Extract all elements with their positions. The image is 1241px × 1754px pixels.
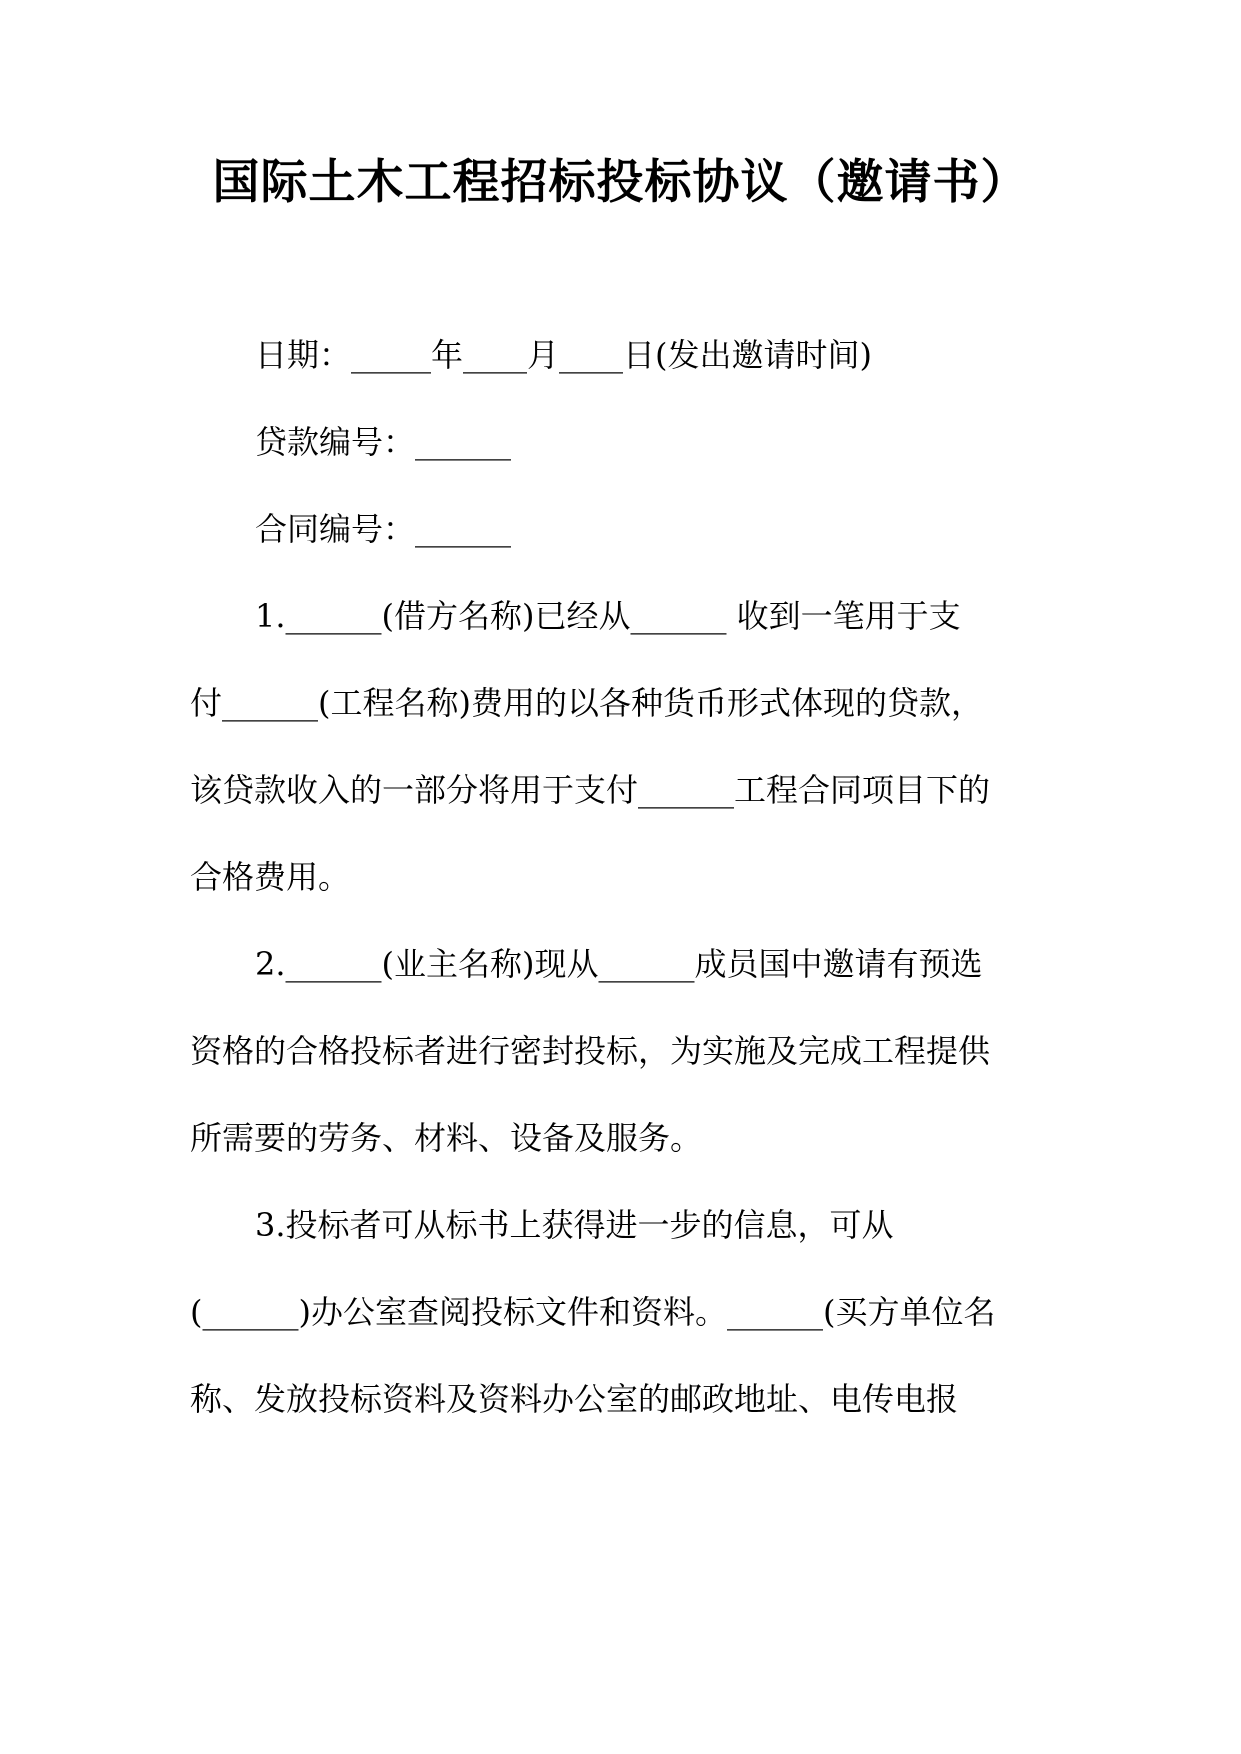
loan-number-line: 贷款编号：______ (255, 423, 512, 461)
paragraph-2-line-1: 2.______(业主名称)现从______成员国中邀请有预选 (255, 945, 983, 983)
paragraph-1-line-2: 付______(工程名称)费用的以各种货币形式体现的贷款， (190, 684, 983, 722)
paragraph-1-line-4: 合格费用。 (190, 858, 351, 896)
contract-number-line: 合同编号：______ (255, 510, 512, 548)
paragraph-3-line-3: 称、发放投标资料及资料办公室的邮政地址、电传电报 (190, 1380, 959, 1418)
paragraph-2-line-2: 资格的合格投标者进行密封投标，为实施及完成工程提供 (190, 1032, 991, 1070)
paragraph-3-line-2: (______)办公室查阅投标文件和资料。______(买方单位名 (190, 1293, 996, 1331)
paragraph-1-line-1: 1.______(借方名称)已经从______ 收到一笔用于支 (255, 597, 961, 635)
document-title: 国际土木工程招标投标协议（邀请书） (212, 155, 1029, 210)
paragraph-3-line-1: 3.投标者可从标书上获得进一步的信息，可从 (255, 1206, 894, 1244)
date-line: 日期：_____年____月____日(发出邀请时间) (255, 336, 872, 374)
paragraph-2-line-3: 所需要的劳务、材料、设备及服务。 (190, 1119, 703, 1157)
paragraph-1-line-3: 该贷款收入的一部分将用于支付______工程合同项目下的 (190, 771, 991, 809)
